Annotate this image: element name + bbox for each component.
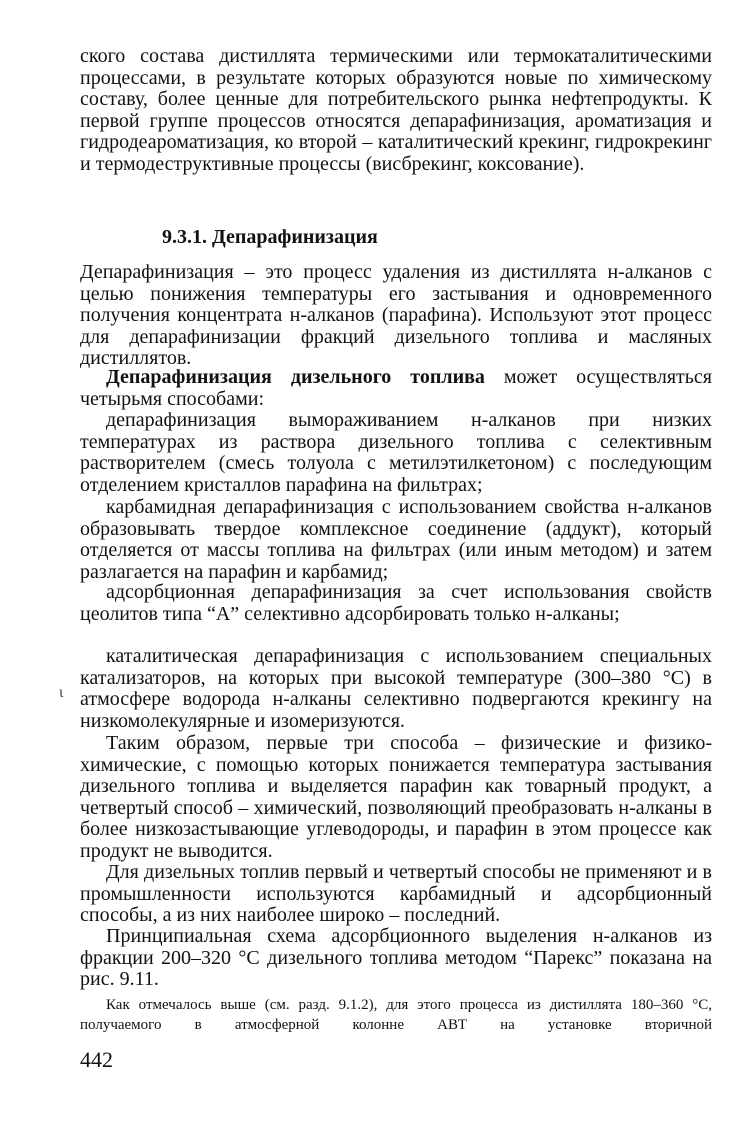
section-heading: 9.3.1. Депарафинизация [162,226,378,248]
method-3-item: адсорбционная депарафинизация за счет использования свойств цеолитов типа “А” селективно адсорбировать только н-алканы; [80,581,712,625]
footnote: Как отмечалось выше (см. разд. 9.1.2), для этого процесса из дистиллята 180–360 °С, получаемого в атмосферной колонне АВТ на установке вторичной [80,997,712,1033]
margin-mark: ι [59,684,64,701]
method-1-item: депарафинизация вымораживанием н-алканов при низких температурах из раствора дизельного топлива с селективным растворителем (смесь толуола с метилэтилкетоном) с последующим отделением кристаллов парафина на фильтрах; [80,409,712,496]
diesel-intro-paragraph [80,367,712,410]
method-4-item: каталитическая депарафинизация с использованием специальных катализаторов, на которых при высокой температуре (300–380 °С) в атмосфере водорода н-алканы селективно подвергаются крекингу на низкомолекулярные и изомеризуются. [80,645,712,732]
summary-paragraph: Таким образом, первые три способа – физические и физико-химические, с помощью которых понижается температура застывания дизельного топлива и выделяется парафин как товарный продукт, а четвертый способ – химический, позволяющий преобразовать н-алканы в более низкозастывающие углеводороды, и парафин в этом процессе как продукт не выводится. [80,732,712,862]
method-2-item: карбамидная депарафинизация с использованием свойства н-алканов образовывать твердое комплексное соединение (аддукт), который отделяется от массы топлива на фильтрах (или иным методом) и затем разлагается на парафин и карбамид; [80,496,712,583]
intro-paragraph: ского состава дистиллята термическими или термокаталитическими процессами, в результате которых образуются новые по химическому составу, более ценные для потребительского рынка нефтепродукты. К первой группе процессов относятся депарафинизация, ароматизация и гидродеароматизация, ко второй – каталитический крекинг, гидрокрекинг и термодеструктивные процессы (висбрекинг, коксование). [80,45,712,175]
industry-paragraph: Для дизельных топлив первый и четвертый способы не применяют и в промышленности используются карбамидный и адсорбционный способы, а из них наиболее широко – последний. [80,861,712,927]
diesel-intro-rest: может осуществляться четырьмя способами: [80,366,712,410]
diesel-intro-bold: Депарафинизация дизельного топлива [106,366,485,388]
definition-paragraph: Депарафинизация – это процесс удаления из дистиллята н-алканов с целью понижения температуры его застывания и одновременного получения концентрата н-алканов (парафина). Используют этот процесс для депарафинизации фракций дизельного топлива и масляных дистиллятов. [80,261,712,370]
scheme-paragraph: Принципиальная схема адсорбционного выделения н-алканов из фракции 200–320 °С дизельного топлива методом “Парекс” показана на рис. 9.11. [80,925,712,991]
page-number: 442 [80,1047,113,1072]
